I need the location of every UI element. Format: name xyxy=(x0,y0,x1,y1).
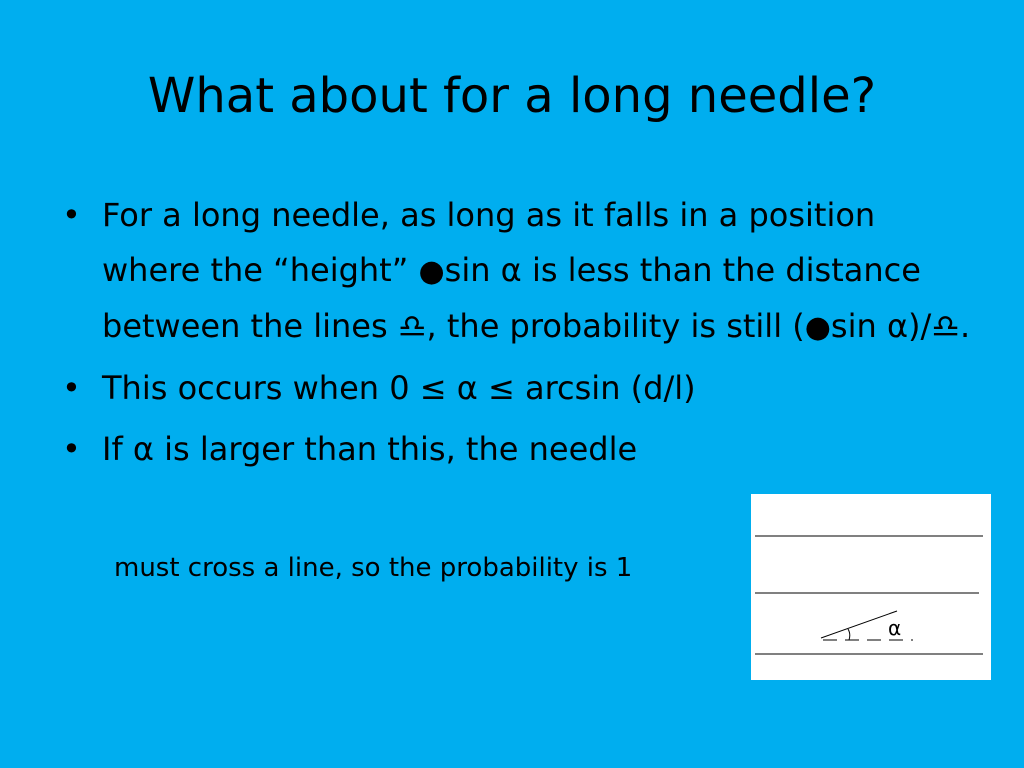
bullet-text-part: For a long needle, as long as it falls in a position where the “height” xyxy=(102,196,876,289)
alpha-label: α xyxy=(888,616,902,640)
bullet-text: This occurs when 0 ≤ α ≤ arcsin (d/l) xyxy=(102,369,696,407)
bullet-marker: • xyxy=(62,369,81,407)
bullet-item-2 xyxy=(60,361,980,416)
bullet-continuation: must cross a line, so the probability is 1 xyxy=(114,553,633,583)
bullet-list xyxy=(60,188,980,483)
libra-symbol-icon: ♎ xyxy=(931,307,960,345)
angle-arc xyxy=(848,629,850,640)
slide-title: What about for a long needle? xyxy=(147,68,877,124)
needle-diagram-svg xyxy=(751,494,991,680)
needle-line xyxy=(821,611,897,638)
filled-circle-icon: ● xyxy=(804,310,831,345)
bullet-text-part: sin α is less than the distance between the lines xyxy=(102,251,921,345)
bullet-text: If α is larger than this, the needle xyxy=(102,430,638,468)
bullet-item-1 xyxy=(60,188,980,355)
libra-symbol-icon: ♎ xyxy=(397,307,427,345)
bullet-item-3 xyxy=(60,422,980,477)
needle-diagram xyxy=(751,494,991,680)
bullet-marker: • xyxy=(62,430,81,468)
bullet-marker: • xyxy=(62,196,81,234)
bullet-text-part: . xyxy=(959,307,971,345)
bullet-text-part: , the probability is still ( xyxy=(426,307,805,345)
bullet-text-part: sin α)/ xyxy=(830,307,932,345)
filled-circle-icon: ● xyxy=(418,254,445,289)
